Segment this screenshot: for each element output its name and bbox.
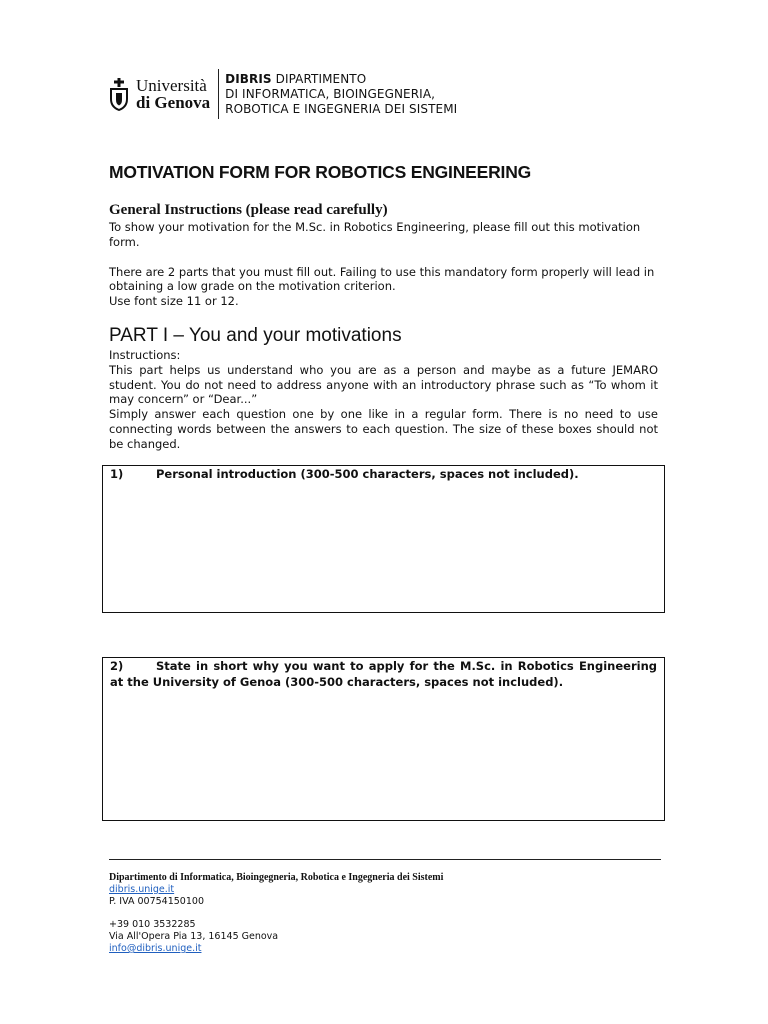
general-instructions-text xyxy=(109,220,658,309)
footer-vat: P. IVA 00754150100 xyxy=(109,896,204,907)
university-crest-icon xyxy=(108,77,130,111)
footer-divider xyxy=(109,859,661,860)
footer-email-link[interactable]: info@dibris.unige.it xyxy=(109,943,202,954)
general-paragraph-2: There are 2 parts that you must fill out. Failing to use this mandatory form properly will lead in obtaining a low grade on the motivation criterion. xyxy=(109,264,655,294)
part1-instructions xyxy=(109,348,658,452)
question-1-number: 1) xyxy=(110,467,124,481)
footer-website-link[interactable]: dibris.unige.it xyxy=(109,884,175,895)
footer-phone: +39 010 3532285 xyxy=(109,919,196,930)
footer xyxy=(109,872,443,955)
footer-department: Dipartimento di Informatica, Bioingegneria, Robotica e Ingegneria dei Sistemi xyxy=(109,872,444,883)
university-name-line1: Università xyxy=(136,76,207,95)
general-paragraph-1: To show your motivation for the M.Sc. in Robotics Engineering, please fill out this motivation form. xyxy=(109,220,641,249)
part1-paragraph-1: This part helps us understand who you are as a person and maybe as a future JEMARO student. You do not need to address anyone with an introductory phrase such as “To whom it may concern” or “Dear...” xyxy=(109,362,658,407)
general-paragraph-3: Use font size 11 or 12. xyxy=(109,294,239,309)
part1-paragraph-2: Simply answer each question one by one like in a regular form. There is no need to use connecting words between the answers to each question. The size of these boxes should not be changed. xyxy=(109,407,658,451)
department-line3: ROBOTICA E INGEGNERIA DEI SISTEMI xyxy=(225,101,458,116)
question-1-label: Personal introduction (300-500 characters, spaces not included). xyxy=(156,467,579,481)
footer-address: Via All'Opera Pia 13, 16145 Genova xyxy=(109,931,279,942)
university-name-line2: di Genova xyxy=(136,93,211,112)
letterhead xyxy=(108,68,457,120)
part1-instructions-label: Instructions: xyxy=(109,348,181,362)
university-name xyxy=(136,77,210,111)
department-name xyxy=(225,72,457,117)
question-box-1[interactable] xyxy=(102,465,665,613)
general-instructions-heading: General Instructions (please read carefully) xyxy=(109,202,388,218)
department-acronym: DIBRIS xyxy=(225,71,272,86)
question-1-text xyxy=(103,466,664,483)
question-2-text xyxy=(103,658,664,690)
part1-title: PART I – You and your motivations xyxy=(109,325,402,346)
department-line1: DIPARTIMENTO xyxy=(271,71,367,86)
header-divider xyxy=(218,69,219,119)
question-2-number: 2) xyxy=(110,659,124,673)
question-2-label: State in short why you want to apply for the M.Sc. in Robotics Engineering at the University of Genoa (300-500 characters, spaces not included). xyxy=(110,659,657,689)
document-title: MOTIVATION FORM FOR ROBOTICS ENGINEERING xyxy=(109,162,532,182)
question-box-2[interactable] xyxy=(102,657,665,821)
department-line2: DI INFORMATICA, BIOINGEGNERIA, xyxy=(225,86,436,101)
